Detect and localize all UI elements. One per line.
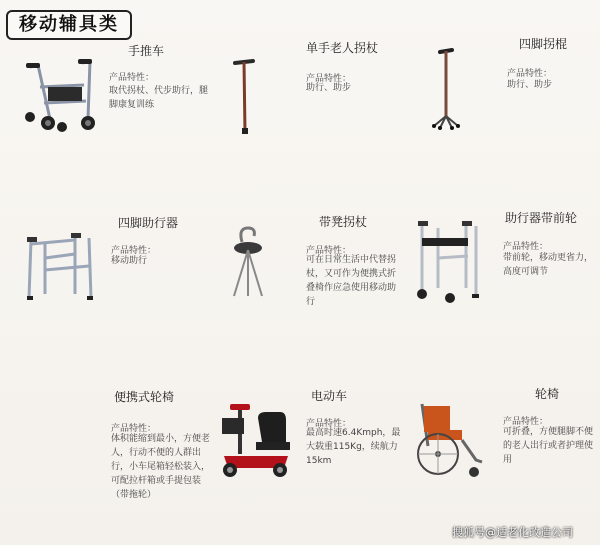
features-label-wheelchair: 产品特性： [503,417,549,427]
features-label-electric-vehicle: 产品特性： [306,419,352,429]
features-label-seat-cane: 产品特性： [306,246,352,256]
wheeled-walker-image [414,218,482,304]
product-name-seat-cane: 带凳拐杖 [319,215,368,229]
mobility-scooter-image [218,398,292,480]
product-name-cane: 单手老人拐杖 [306,41,379,55]
product-name-walker: 四脚助行器 [118,216,179,230]
product-name-portable-wheelchair: 便携式轮椅 [114,390,175,404]
product-name-wheeled-walker: 助行器带前轮 [505,211,578,225]
features-label-quad-cane: 产品特性： [507,69,553,79]
description-quad-cane: 助行、助步 [507,80,553,90]
description-cane: 助行、助步 [306,83,352,93]
features-label-rollator: 产品特性： [109,73,155,83]
product-name-wheelchair: 轮椅 [535,387,560,401]
section-title: 移动辅具类 [6,10,132,40]
features-label-cane: 产品特性： [306,74,352,84]
seat-cane-image [228,226,268,300]
product-name-electric-vehicle: 电动车 [311,389,348,403]
description-seat-cane: 可在日常生活中代替拐杖，又可作为便携式折叠椅作应急使用移动助行 [306,255,397,307]
description-wheelchair: 可折叠，方便腿脚不便的老人出行或者护理使用 [503,427,594,465]
description-portable-wheelchair: 体积能缩到最小，方便老人，行动不便的人群出行，小车尾箱轻松装入，可配拉杆箱或手提包装（带拖轮） [111,434,211,500]
features-label-walker: 产品特性： [111,246,157,256]
cane-image [233,58,257,136]
wheelchair-image [412,400,492,480]
description-rollator: 取代拐杖、代步助行，腿脚康复训练 [109,86,209,110]
features-label-portable-wheelchair: 产品特性： [111,424,157,434]
quad-cane-image [430,48,462,130]
product-name-rollator: 手推车 [128,44,165,58]
rollator-image [20,57,100,135]
watermark-text: 搜狐号@适老化改造公司 [452,526,573,539]
product-name-quad-cane: 四脚拐棍 [519,37,568,51]
features-label-wheeled-walker: 产品特性： [503,242,549,252]
description-electric-vehicle: 最高时速6.4Kmph，最大载重115Kg，续航力15km [306,428,401,466]
description-walker: 移动助行 [111,256,148,266]
walker-image [25,232,95,302]
description-wheeled-walker: 带前轮，移动更省力，高度可调节 [503,253,594,277]
